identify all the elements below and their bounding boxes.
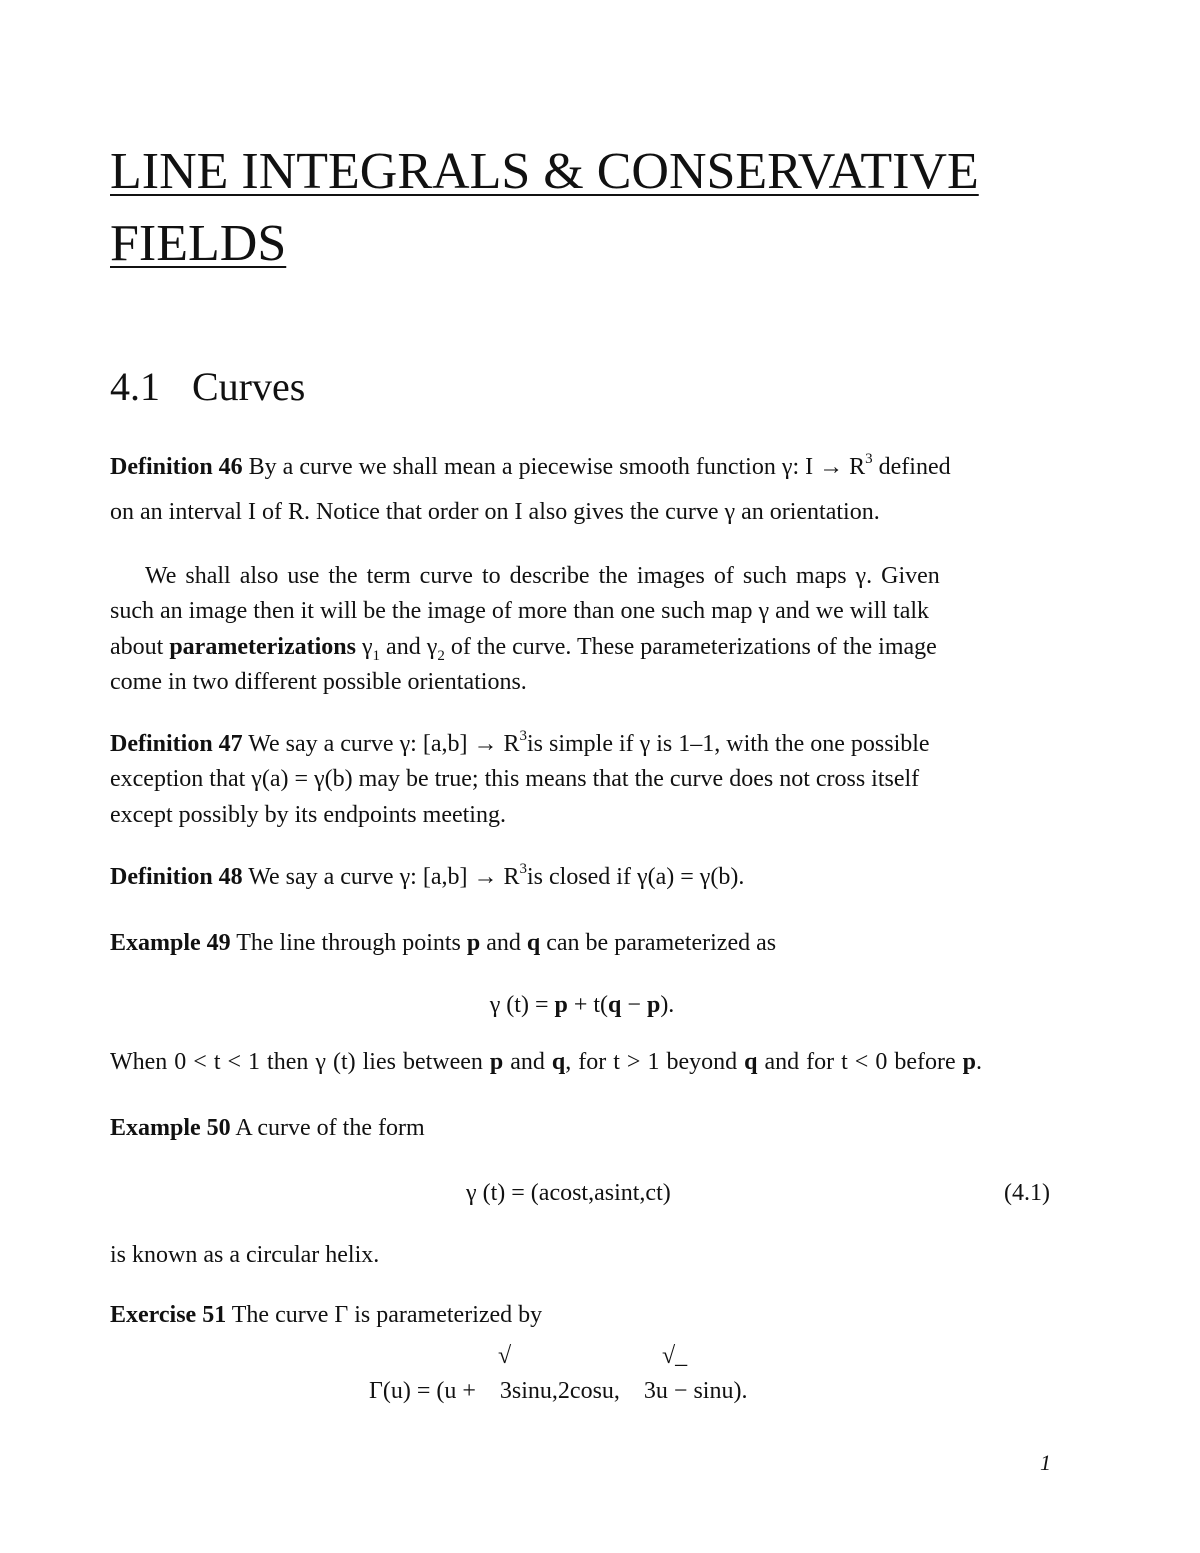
definition-46-label: Definition 46 <box>110 454 243 480</box>
example-50-after: is known as a circular helix. <box>110 1242 380 1268</box>
equation-text: − <box>621 992 647 1018</box>
sqrt-symbol-1: √ <box>498 1343 512 1369</box>
paragraph-text: γ <box>355 634 373 660</box>
vector-p: p <box>554 992 568 1018</box>
sqrt-symbol-2: √_ <box>662 1343 688 1369</box>
vector-q: q <box>744 1049 758 1075</box>
example-49-text: can be parameterized as <box>540 930 777 956</box>
equation-text: ). <box>660 992 675 1018</box>
example-49-text: , for t > 1 beyond <box>565 1049 745 1075</box>
definition-46-text: By a curve we shall mean a piecewise smooth function γ: I → R <box>242 454 866 480</box>
definition-47-label: Definition 47 <box>110 731 243 757</box>
definition-47-line-3: except possibly by its endpoints meeting. <box>110 802 506 828</box>
paragraph-text: and γ <box>380 634 438 660</box>
superscript: 3 <box>519 861 527 877</box>
definition-47-text-end: is simple if γ is 1–1, with the one possible <box>526 731 930 757</box>
vector-q: q <box>608 992 622 1018</box>
definition-48-label: Definition 48 <box>110 864 243 890</box>
definition-48-text-end: is closed if γ(a) = γ(b). <box>526 864 745 890</box>
vector-p: p <box>646 992 661 1018</box>
example-49-line <box>110 928 776 958</box>
superscript: 3 <box>865 451 873 467</box>
definition-47-line-2: exception that γ(a) = γ(b) may be true; this means that the curve does not cross itself <box>110 766 920 792</box>
exercise-51-text: The curve Γ is parameterized by <box>226 1302 543 1328</box>
example-49-text: and <box>503 1049 552 1075</box>
subscript: 1 <box>372 647 381 664</box>
paragraph-text: about <box>110 634 170 660</box>
definition-47-text: We say a curve γ: [a,b] → R <box>242 731 520 757</box>
vector-q: q <box>526 930 541 956</box>
subscript: 2 <box>437 647 445 664</box>
paragraph-line-1: We shall also use the term curve to describe the images of such maps γ. Given <box>145 563 940 589</box>
line-equation <box>0 990 1164 1020</box>
vector-q: q <box>551 1049 566 1075</box>
gamma-equation: Γ(u) = (u + 3sinu,2cosu, 3u − sinu). <box>369 1378 748 1404</box>
paragraph-line-3 <box>110 632 937 662</box>
example-50-text: A curve of the form <box>230 1115 425 1141</box>
paragraph-line-2: such an image then it will be the image of more than one such map γ and we will talk <box>110 598 930 624</box>
helix-equation: γ (t) = (acost,asint,ct) <box>466 1180 671 1206</box>
chapter-title-line-2: FIELDS <box>110 215 287 272</box>
superscript: 3 <box>519 728 527 744</box>
paragraph-line-4: come in two different possible orientations. <box>110 669 527 695</box>
example-49-label: Example 49 <box>110 930 231 956</box>
example-49-text: When 0 < t < 1 then γ (t) lies between <box>110 1049 490 1075</box>
term-parameterizations: parameterizations <box>169 634 356 660</box>
example-49-text: and <box>480 930 527 956</box>
definition-46-line-2: on an interval I of R. Notice that order on I also gives the curve γ an orientation. <box>110 499 880 525</box>
definition-48-text: We say a curve γ: [a,b] → R <box>242 864 520 890</box>
equation-number: (4.1) <box>1004 1180 1050 1206</box>
definition-46-line-1 <box>110 452 951 482</box>
page-number: 1 <box>1040 1450 1051 1475</box>
section-heading <box>110 362 305 412</box>
equation-text: γ (t) = <box>489 992 555 1018</box>
example-50-line <box>110 1113 425 1143</box>
example-50-label: Example 50 <box>110 1115 231 1141</box>
equation-text: + t( <box>567 992 609 1018</box>
vector-p: p <box>962 1049 976 1075</box>
example-49-text: The line through points <box>230 930 467 956</box>
definition-46-text-end: defined <box>872 454 951 480</box>
exercise-51-label: Exercise 51 <box>110 1302 227 1328</box>
section-number: 4.1 <box>110 364 160 409</box>
example-49-text: . <box>975 1049 982 1075</box>
section-name: Curves <box>192 364 306 409</box>
chapter-title-line-1: LINE INTEGRALS & CONSERVATIVE <box>110 143 979 200</box>
example-49-text: and for t < 0 before <box>757 1049 963 1075</box>
vector-p: p <box>489 1049 504 1075</box>
example-49-when-line <box>110 1047 982 1077</box>
exercise-51-line <box>110 1300 542 1330</box>
definition-47-line-1 <box>110 729 930 759</box>
definition-48-line <box>110 862 744 892</box>
vector-p: p <box>466 930 481 956</box>
paragraph-text: of the curve. These parameterizations of the image <box>444 634 937 660</box>
